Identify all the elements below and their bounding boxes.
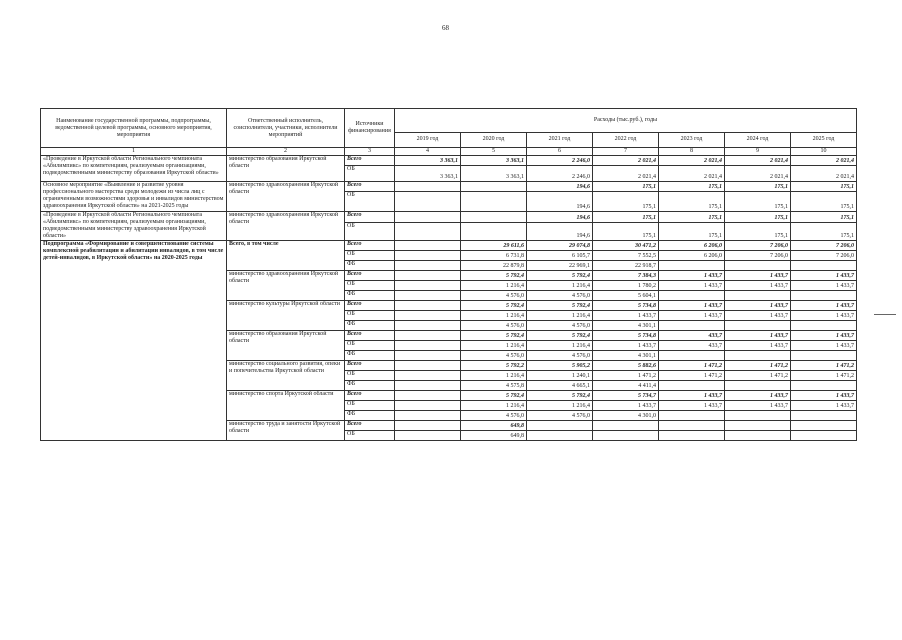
header-year: 2021 год <box>527 132 593 147</box>
amount-cell <box>791 261 857 271</box>
amount-cell: 1 433,7 <box>659 271 725 281</box>
amount-cell: 1 433,7 <box>725 391 791 401</box>
amount-cell: 6 731,8 <box>461 251 527 261</box>
amount-cell: 5 882,6 <box>593 361 659 371</box>
header-year: 2020 год <box>461 132 527 147</box>
amount-cell: 1 433,7 <box>659 401 725 411</box>
funding-source: ОБ <box>345 192 395 212</box>
amount-cell <box>791 421 857 431</box>
table-row <box>41 156 857 166</box>
amount-cell: 1 433,7 <box>791 341 857 351</box>
funding-source: ОБ <box>345 371 395 381</box>
amount-cell: 29 611,6 <box>461 241 527 251</box>
amount-cell: 1 433,7 <box>659 281 725 291</box>
column-number: 4 <box>395 148 461 156</box>
amount-cell: 1 433,7 <box>791 401 857 411</box>
amount-cell: 1 433,7 <box>593 311 659 321</box>
funding-source: ФБ <box>345 351 395 361</box>
measure-name: Основное мероприятие «Выявление и развитие уровня профессионального мастерства среди молодежи из числа лиц с ограниченными возможностями здоровья и инвалидов министерством здравоохранения Иркутской области» на 2021-2025 годы <box>41 182 227 212</box>
amount-cell <box>725 351 791 361</box>
column-number: 7 <box>593 148 659 156</box>
amount-cell: 4 576,0 <box>527 351 593 361</box>
amount-cell: 5 792,4 <box>461 271 527 281</box>
amount-cell: 7 206,0 <box>725 241 791 251</box>
header-year: 2024 год <box>725 132 791 147</box>
funding-source: Всего <box>345 361 395 371</box>
amount-cell <box>527 421 593 431</box>
amount-cell: 1 471,2 <box>659 371 725 381</box>
amount-cell: 5 734,7 <box>593 391 659 401</box>
amount-cell <box>527 431 593 441</box>
funding-source: ФБ <box>345 381 395 391</box>
amount-cell: 5 792,4 <box>527 271 593 281</box>
amount-cell <box>791 321 857 331</box>
amount-cell: 1 216,4 <box>527 341 593 351</box>
amount-cell <box>395 371 461 381</box>
amount-cell <box>395 321 461 331</box>
executor-name: министерство здравоохранения Иркутской области <box>227 271 345 301</box>
funding-source: ОБ <box>345 341 395 351</box>
amount-cell <box>659 431 725 441</box>
amount-cell: 4 301,1 <box>593 321 659 331</box>
amount-cell: 2 021,4 <box>725 166 791 182</box>
amount-cell <box>659 321 725 331</box>
amount-cell: 1 216,4 <box>461 341 527 351</box>
amount-cell <box>659 291 725 301</box>
header-row <box>41 109 857 133</box>
amount-cell: 4 576,0 <box>527 411 593 421</box>
amount-cell <box>791 351 857 361</box>
amount-cell: 175,1 <box>593 182 659 192</box>
amount-cell <box>659 381 725 391</box>
amount-cell: 4 411,4 <box>593 381 659 391</box>
amount-cell: 1 471,2 <box>791 361 857 371</box>
amount-cell <box>791 291 857 301</box>
amount-cell: 4 301,0 <box>593 411 659 421</box>
column-number: 2 <box>227 148 345 156</box>
amount-cell: 433,7 <box>659 331 725 341</box>
amount-cell <box>725 431 791 441</box>
funding-source: ФБ <box>345 261 395 271</box>
amount-cell: 175,1 <box>593 212 659 223</box>
amount-cell: 1 216,4 <box>461 281 527 291</box>
amount-cell <box>395 271 461 281</box>
amount-cell: 6 206,0 <box>659 251 725 261</box>
amount-cell <box>395 251 461 261</box>
funding-source: Всего <box>345 331 395 341</box>
amount-cell: 1 471,2 <box>659 361 725 371</box>
funding-source: ОБ <box>345 311 395 321</box>
amount-cell: 5 905,2 <box>527 361 593 371</box>
table-row <box>41 182 857 192</box>
amount-cell <box>395 401 461 411</box>
funding-source: ФБ <box>345 411 395 421</box>
amount-cell <box>395 281 461 291</box>
amount-cell: 194,6 <box>527 192 593 212</box>
amount-cell: 175,1 <box>791 212 857 223</box>
amount-cell: 7 552,5 <box>593 251 659 261</box>
executor-name: министерство образования Иркутской области <box>227 331 345 361</box>
amount-cell: 5 792,2 <box>461 361 527 371</box>
amount-cell: 5 792,4 <box>527 331 593 341</box>
amount-cell <box>461 192 527 212</box>
amount-cell: 433,7 <box>659 341 725 351</box>
amount-cell: 7 206,0 <box>791 241 857 251</box>
executor-name: министерство здравоохранения Иркутской области <box>227 182 345 212</box>
amount-cell: 1 433,7 <box>593 341 659 351</box>
amount-cell: 194,6 <box>527 212 593 223</box>
amount-cell: 1 433,7 <box>791 331 857 341</box>
amount-cell: 2 021,4 <box>791 166 857 182</box>
amount-cell: 4 576,0 <box>461 411 527 421</box>
amount-cell: 7 206,0 <box>791 251 857 261</box>
amount-cell: 175,1 <box>725 223 791 241</box>
amount-cell <box>659 261 725 271</box>
column-number: 10 <box>791 148 857 156</box>
amount-cell: 1 216,4 <box>527 401 593 411</box>
amount-cell: 4 576,0 <box>527 321 593 331</box>
funding-source: ОБ <box>345 166 395 182</box>
amount-cell: 5 734,8 <box>593 301 659 311</box>
amount-cell: 194,6 <box>527 223 593 241</box>
amount-cell: 4 576,0 <box>461 351 527 361</box>
amount-cell <box>791 411 857 421</box>
column-number: 9 <box>725 148 791 156</box>
amount-cell <box>593 421 659 431</box>
amount-cell <box>725 261 791 271</box>
amount-cell: 5 734,8 <box>593 331 659 341</box>
amount-cell: 3 363,1 <box>395 166 461 182</box>
amount-cell: 175,1 <box>791 223 857 241</box>
amount-cell: 1 216,4 <box>461 311 527 321</box>
amount-cell <box>395 391 461 401</box>
executor-name: министерство образования Иркутской области <box>227 156 345 182</box>
column-numbers-row <box>41 148 857 156</box>
amount-cell: 1 433,7 <box>659 391 725 401</box>
amount-cell: 30 471,2 <box>593 241 659 251</box>
funding-source: Всего <box>345 391 395 401</box>
amount-cell <box>395 431 461 441</box>
amount-cell: 2 246,0 <box>527 166 593 182</box>
executor-name: министерство спорта Иркутской области <box>227 391 345 421</box>
amount-cell: 6 105,7 <box>527 251 593 261</box>
amount-cell: 175,1 <box>725 212 791 223</box>
amount-cell <box>395 212 461 223</box>
amount-cell: 1 433,7 <box>659 301 725 311</box>
amount-cell: 649,8 <box>461 421 527 431</box>
executor-name: Всего, в том числе <box>227 241 345 271</box>
amount-cell: 1 471,2 <box>725 371 791 381</box>
funding-source: Всего <box>345 156 395 166</box>
amount-cell: 4 576,0 <box>461 291 527 301</box>
amount-cell: 1 433,7 <box>791 391 857 401</box>
measure-name: Подпрограмма «Формирование и совершенствование системы комплексной реабилитации и абилитации инвалидов, в том числе детей-инвалидов, в Иркутской области» на 2020-2025 годы <box>41 241 227 441</box>
amount-cell: 2 021,4 <box>791 156 857 166</box>
header-executor: Ответственный исполнитель, соисполнители, участники, исполнители мероприятий <box>227 109 345 148</box>
amount-cell: 1 433,7 <box>725 341 791 351</box>
funding-source: ОБ <box>345 401 395 411</box>
amount-cell: 175,1 <box>593 223 659 241</box>
funding-source: Всего <box>345 182 395 192</box>
amount-cell: 22 918,7 <box>593 261 659 271</box>
amount-cell <box>395 361 461 371</box>
executor-name: министерство труда и занятости Иркутской области <box>227 421 345 441</box>
amount-cell <box>395 311 461 321</box>
amount-cell <box>659 351 725 361</box>
amount-cell: 22 969,1 <box>527 261 593 271</box>
amount-cell <box>791 381 857 391</box>
amount-cell: 194,6 <box>527 182 593 192</box>
amount-cell: 2 021,4 <box>659 166 725 182</box>
amount-cell: 5 792,4 <box>527 301 593 311</box>
column-number: 3 <box>345 148 395 156</box>
header-year: 2022 год <box>593 132 659 147</box>
amount-cell: 4 576,0 <box>527 291 593 301</box>
header-source: Источники финансирования <box>345 109 395 148</box>
funding-source: Всего <box>345 212 395 223</box>
amount-cell: 1 240,1 <box>527 371 593 381</box>
executor-name: министерство здравоохранения Иркутской области <box>227 212 345 241</box>
amount-cell: 2 021,4 <box>659 156 725 166</box>
amount-cell: 2 021,4 <box>593 166 659 182</box>
amount-cell <box>725 381 791 391</box>
amount-cell: 175,1 <box>725 182 791 192</box>
amount-cell: 175,1 <box>659 223 725 241</box>
amount-cell <box>725 421 791 431</box>
amount-cell: 1 433,7 <box>659 311 725 321</box>
amount-cell <box>725 321 791 331</box>
amount-cell <box>395 411 461 421</box>
column-number: 5 <box>461 148 527 156</box>
funding-source: ОБ <box>345 431 395 441</box>
table-row <box>41 212 857 223</box>
amount-cell: 1 433,7 <box>725 311 791 321</box>
amount-cell: 5 792,4 <box>461 331 527 341</box>
amount-cell: 6 206,0 <box>659 241 725 251</box>
amount-cell: 7 384,3 <box>593 271 659 281</box>
amount-cell <box>395 341 461 351</box>
amount-cell: 1 433,7 <box>593 401 659 411</box>
amount-cell <box>659 411 725 421</box>
amount-cell: 175,1 <box>791 182 857 192</box>
amount-cell: 175,1 <box>725 192 791 212</box>
amount-cell: 1 433,7 <box>791 281 857 291</box>
amount-cell: 2 021,4 <box>725 156 791 166</box>
amount-cell: 1 216,4 <box>527 311 593 321</box>
amount-cell: 2 021,4 <box>593 156 659 166</box>
amount-cell: 1 433,7 <box>791 271 857 281</box>
margin-mark <box>874 314 896 315</box>
amount-cell <box>461 223 527 241</box>
page-number: 68 <box>442 24 449 32</box>
amount-cell: 1 471,2 <box>791 371 857 381</box>
amount-cell: 1 433,7 <box>791 311 857 321</box>
amount-cell: 5 604,1 <box>593 291 659 301</box>
amount-cell <box>461 182 527 192</box>
header-year: 2025 год <box>791 132 857 147</box>
amount-cell: 1 433,7 <box>791 301 857 311</box>
table-row <box>41 241 857 251</box>
amount-cell <box>725 291 791 301</box>
amount-cell: 1 216,4 <box>527 281 593 291</box>
measure-name: «Проведение в Иркутской области Регионального чемпионата «Абилимпикс» по компетенциям, реализуемым организациями, подведомственными министерству здравоохранения Иркутской области» <box>41 212 227 241</box>
amount-cell: 5 792,4 <box>527 391 593 401</box>
measure-name: «Проведение в Иркутской области Регионального чемпионата «Абилимпикс» по компетенциям, реализуемым организациями, подведомственными министерству образования Иркутской области» <box>41 156 227 182</box>
amount-cell: 175,1 <box>659 182 725 192</box>
amount-cell: 1 216,4 <box>461 401 527 411</box>
amount-cell: 2 246,0 <box>527 156 593 166</box>
expenses-table <box>40 108 857 441</box>
amount-cell: 7 206,0 <box>725 251 791 261</box>
amount-cell: 175,1 <box>659 192 725 212</box>
amount-cell: 4 576,0 <box>461 321 527 331</box>
funding-source: Всего <box>345 301 395 311</box>
header-year: 2023 год <box>659 132 725 147</box>
funding-source: ОБ <box>345 251 395 261</box>
amount-cell: 29 074,8 <box>527 241 593 251</box>
amount-cell <box>791 431 857 441</box>
amount-cell: 1 471,2 <box>593 371 659 381</box>
amount-cell: 5 792,4 <box>461 391 527 401</box>
executor-name: министерство культуры Иркутской области <box>227 301 345 331</box>
executor-name: министерство социального развития, опеки и попечительства Иркутской области <box>227 361 345 391</box>
column-number: 1 <box>41 148 227 156</box>
column-number: 8 <box>659 148 725 156</box>
funding-source: Всего <box>345 421 395 431</box>
funding-source: Всего <box>345 271 395 281</box>
amount-cell: 4 575,8 <box>461 381 527 391</box>
amount-cell: 1 433,7 <box>725 281 791 291</box>
amount-cell: 3 363,1 <box>461 166 527 182</box>
amount-cell: 3 363,1 <box>461 156 527 166</box>
amount-cell <box>395 261 461 271</box>
amount-cell <box>395 381 461 391</box>
amount-cell: 3 363,1 <box>395 156 461 166</box>
amount-cell <box>395 291 461 301</box>
amount-cell: 1 433,7 <box>725 331 791 341</box>
amount-cell: 1 433,7 <box>725 401 791 411</box>
amount-cell <box>395 301 461 311</box>
amount-cell: 175,1 <box>659 212 725 223</box>
amount-cell <box>725 411 791 421</box>
amount-cell <box>395 331 461 341</box>
amount-cell: 1 471,2 <box>725 361 791 371</box>
funding-source: Всего <box>345 241 395 251</box>
funding-source: ОБ <box>345 223 395 241</box>
amount-cell <box>659 421 725 431</box>
header-name: Наименование государственной программы, подпрограммы, ведомственной целевой программы, основного мероприятия, мероприятия <box>41 109 227 148</box>
amount-cell: 22 879,8 <box>461 261 527 271</box>
amount-cell: 1 780,2 <box>593 281 659 291</box>
amount-cell <box>593 431 659 441</box>
amount-cell: 175,1 <box>593 192 659 212</box>
amount-cell <box>395 192 461 212</box>
column-number: 6 <box>527 148 593 156</box>
funding-source: ФБ <box>345 321 395 331</box>
amount-cell <box>395 223 461 241</box>
amount-cell <box>395 351 461 361</box>
funding-source: ФБ <box>345 291 395 301</box>
header-expenses: Расходы (тыс.руб.), годы <box>395 109 857 133</box>
amount-cell: 5 792,4 <box>461 301 527 311</box>
amount-cell <box>461 212 527 223</box>
header-year: 2019 год <box>395 132 461 147</box>
amount-cell <box>395 241 461 251</box>
amount-cell: 649,8 <box>461 431 527 441</box>
amount-cell: 1 433,7 <box>725 301 791 311</box>
funding-source: ОБ <box>345 281 395 291</box>
amount-cell: 1 216,4 <box>461 371 527 381</box>
amount-cell <box>395 421 461 431</box>
amount-cell: 1 433,7 <box>725 271 791 281</box>
amount-cell: 4 301,1 <box>593 351 659 361</box>
amount-cell: 175,1 <box>791 192 857 212</box>
amount-cell: 4 665,1 <box>527 381 593 391</box>
amount-cell <box>395 182 461 192</box>
